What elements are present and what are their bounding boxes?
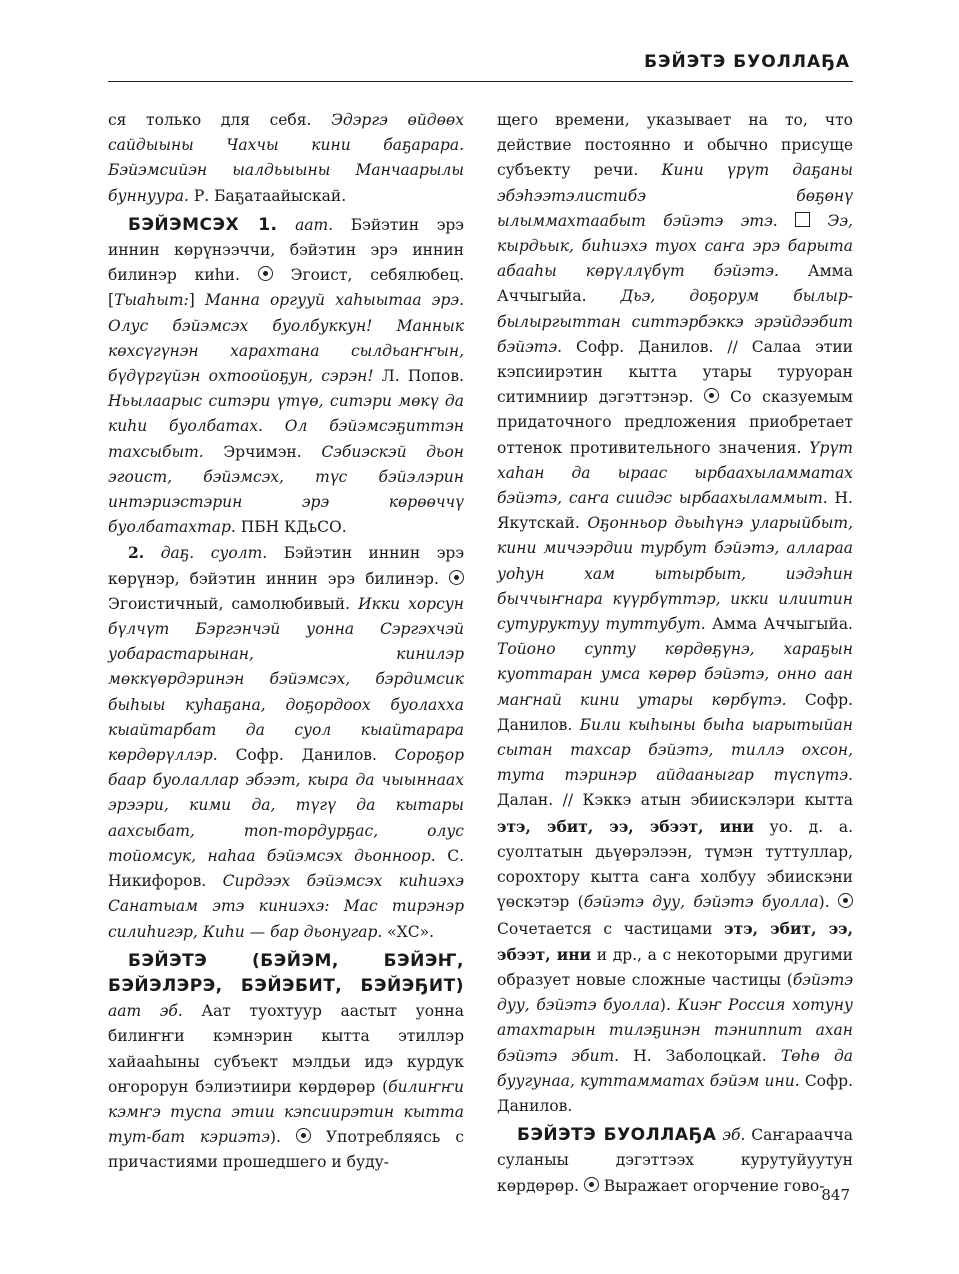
translation-marker-icon [584, 1177, 599, 1192]
bracket: ] [188, 291, 206, 310]
gloss: Сочетается с частицами [497, 919, 725, 938]
source: Л. Попов. [373, 367, 464, 386]
left-column [108, 108, 464, 1176]
source: Софр. Данилов. [497, 690, 853, 734]
example: Оҕонньор дьыһүнэ уларыйбыт, кини мичээрдии турбут бэйэтэ, аллараа уоһун хам ытырбыт, иэдэһин быччыҥнара күүрбүттэр, икки илиитин сутуруктуу туттубут. [497, 514, 853, 634]
entry-beyemseh [108, 213, 464, 541]
example: Ньылаарыс ситэри үтүө, ситэри мөкү да киһи буолбатах. Ол бэйэмсэҕиттэн тахсыбыт. [108, 392, 464, 461]
square-marker-icon [795, 212, 810, 227]
source: Н. Якутскай. [497, 489, 853, 533]
example: Төһө да буугунаа, куттамматах бэйэм ини. [497, 1046, 854, 1090]
source: Амма Аччыгыйа. [497, 262, 853, 306]
headword: БЭЙЭМСЭХ 1. [128, 214, 278, 235]
speaker-label: Тыаһыт: [114, 291, 189, 310]
gloss: Эгоистичный, самолюбивый. [108, 594, 359, 613]
source: Амма Аччыгыйа. [705, 615, 853, 634]
example: Ээ, кырдьык, биһиэхэ туох саҥа эрэ барыта абааһы көрүллүбүт бэйэтэ. [497, 211, 853, 281]
example: Сэбиэскэй дьон эгоист, бэйэмсэх, түс бэйэлэрин интэриэстэрин эрэ көрөөччү буолбатахтар. [108, 442, 465, 537]
gloss: Эгоист, себялюбец. [ [108, 266, 464, 310]
entry-beyete [108, 949, 464, 1176]
definition: Бэйэтин эрэ иннин көрүнээччи, бэйэтин эрэ иннин билинэр киһи. [108, 215, 464, 285]
translation-marker-icon [449, 570, 464, 585]
source: ПБН КДьСО. [235, 518, 347, 537]
headword: БЭЙЭТЭ БУОЛЛАҔА [517, 1125, 717, 1146]
example: бэйэтэ дуу, бэйэтэ буолла [583, 893, 819, 912]
sense-2 [108, 540, 464, 944]
translation-marker-icon [838, 893, 853, 908]
example: Тойоно супту көрдөҕүнэ, хараҕын куоттаран умса көрөр бэйэтэ, онно аан маҥнай кини утары көрбүтэ. [497, 640, 853, 709]
part-of-speech: эб. [716, 1126, 746, 1145]
example: бэйэтэ дуу, бэйэтэ буолла [497, 970, 853, 1015]
source: Ρ. Баҕатаайыскай. [188, 186, 347, 205]
header-rule [108, 81, 853, 82]
example: Били кыһыны быһа ыарытыйан сытан тахсар бэйэтэ, тиллэ охсон, тута тэринэр айдааныгар түспүтэ. [497, 715, 853, 785]
particles: этэ, эбит, ээ, эбээт, ини [497, 816, 754, 836]
right-column [497, 108, 853, 1199]
source: С. Никифоров. [108, 846, 464, 891]
source: Н. Заболоцкай. [619, 1046, 781, 1065]
source: Софр. Данилов. // Салаа этии кэпсиирэтин кытта утары туруоран ситимниир дэгэттэнэр. [497, 337, 853, 407]
translation-marker-icon [296, 1128, 311, 1143]
definition: Аат туохтуур аастыт уонна билиҥҥи кэмнэрин кытта этиллэр хайааһыны субъект мэлдьи идэ курдук оҥорорун бэлиэтиири көрдөрөр ( [108, 1002, 464, 1096]
bracket: ). [269, 1128, 296, 1147]
gloss: Со сказуемым придаточного предложения приобретает оттенок противительного значения. [497, 388, 853, 457]
example: Дьэ, доҕорум былыр-былыргыттан ситтэрбэккэ эрэйдээбит бэйэтэ. [497, 287, 853, 356]
particles: этэ, эбит, ээ, эбээт, ини [497, 918, 853, 964]
example: Киэҥ Россия хотуну атахтарын тилэҕинэн тэниппит ахан бэйэтэ эбит. [497, 996, 853, 1065]
definition: Бэйэтин иннин эрэ көрүнэр, бэйэтин иннин эрэ билинэр. [108, 544, 465, 588]
definition: Саҥараачча суланыы дэгэттээх курутуйуутун көрдөрөр. [497, 1126, 854, 1195]
source: Эрчимэн. [203, 442, 322, 461]
text: ). [659, 996, 678, 1015]
text: ся только для себя. [108, 111, 332, 129]
text: и др., а с некоторыми другими образует новые сложные частицы ( [497, 945, 854, 989]
translation-marker-icon [704, 388, 719, 403]
gloss: Употребляясь с причастиями прошедшего и буду- [108, 1128, 464, 1172]
source: «ХС». [382, 922, 435, 941]
example: Эдэргэ өйдөөх сайдыыны Чахчы кини баҕарара. Бэйэмсийэн ыалдьыыны Манчаарылы буннуура. [108, 111, 464, 205]
running-head: БЭЙЭТЭ БУОЛЛАҔА [644, 52, 850, 72]
example: Сирдээх бэйэмсэх киһиэхэ Санатыам этэ киниэхэ: Мас тирэнэр силиһигэр, Киһи — бар дьонугар. [108, 872, 464, 941]
headword: БЭЙЭТЭ (БЭЙЭМ, БЭЙЭҤ, БЭЙЭЛЭРЭ, БЭЙЭБИТ, БЭЙЭҔИТ) [108, 950, 464, 996]
translation-marker-icon [258, 266, 273, 281]
example: Икки хорсун бүлчүт Бэргэнчэй уонна Сэргэхчэй уобарастарынан, кинилэр мөккүөрдэринэн бэйэмсэх, бэрдимсик быһыы куһаҕана, доҕордоох буолаххa кыайтарбат да суол кыайтарара көрдөрүллэр. [108, 594, 464, 765]
example: билиҥҥи кэмҥэ туспа этии кэпсиирэтин кытта тут-бат кэриэтэ [108, 1077, 464, 1147]
example: Сороҕор баар буолаллар эбээт, кыра да чыыннаах эрээри, кими да, түгү да кытары аахсыбат, топ-тордурҕас, олус тойомсук, наһаа бэйэмсэх дьонноор. [108, 746, 464, 865]
part-of-speech: аат эб. [108, 1002, 183, 1021]
sense-number: 2. [128, 543, 145, 563]
part-of-speech: даҕ. суолт. [144, 544, 268, 563]
paragraph-continuation [497, 108, 853, 1119]
page-number: 847 [821, 1186, 850, 1204]
example: Үрүт хаһан да ыраас ырбаахыламматах бэйэтэ, саҥа сиидэс ырбаахыламмыт. [497, 438, 853, 508]
paragraph-continuation [108, 108, 464, 209]
source: Софр. Данилов. [497, 1071, 853, 1115]
text: ). [818, 893, 838, 912]
gloss: Выражает огорчение гово- [598, 1176, 825, 1195]
text: уо. д. а. суолтатын дьүөрэлээн, түмэн туттуллар, сорохтору кытта саҥа холбуу эбиискэни үөскэтэр ( [497, 817, 853, 912]
source: Софр. Данилов. [217, 746, 395, 765]
part-of-speech: аат. [277, 215, 334, 234]
example: Кини үрүт даҕаны эбэһээтэлистибэ бөҕөнү ылыммахтаабыт бэйэтэ этэ. [497, 161, 853, 230]
example: Манна оргууй хаһыытаа эрэ. Олус бэйэмсэх буолбуккун! Маннык көхсүгүнэн харахтана сылдьаҥҥын, бүдүргүйэн охтоойоҕун, сэрэн! [108, 291, 464, 386]
text: щего времени, указывает на то, что действие постоянно и обычно присуще субъекту речи. [497, 111, 853, 180]
source: Далан. // Кэккэ атын эбиискэлэри кытта [497, 791, 853, 810]
